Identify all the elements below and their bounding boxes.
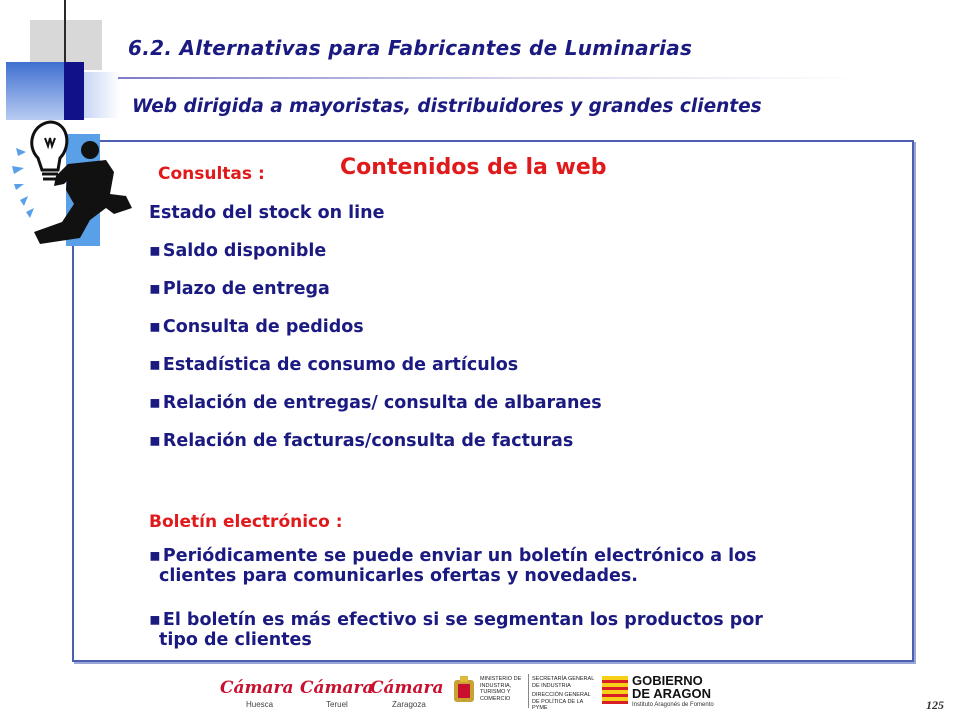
boletin-label: Boletín electrónico : [149,512,343,532]
boletin-item [149,610,763,650]
consultas-item: ▪ Saldo disponible [149,241,326,261]
light-rays [12,148,34,218]
camara-teruel-logo: Cámara [300,678,374,698]
gobierno-line1: GOBIERNO [632,673,703,688]
boletin-item-line2: clientes para comunicarles ofertas y novedades. [159,566,638,586]
camara-huesca-sub: Huesca [246,700,274,709]
aragon-flag-icon [602,676,628,704]
box-heading: Contenidos de la web [340,155,607,180]
title-underline [118,77,858,79]
consultas-label: Consultas : [158,164,265,184]
boletin-item-line2: tipo de clientes [159,630,312,650]
boletin-item [149,546,757,586]
consultas-item: ▪ Relación de entregas/ consulta de albaranes [149,393,602,413]
camara-zaragoza-sub: Zaragoza [392,700,426,709]
boletin-item-line1: ▪ El boletín es más efectivo si se segmentan los productos por [149,610,763,630]
gobierno-sub: Instituto Aragonés de Fomento [632,702,714,708]
gobierno-line2: DE ARAGON [632,686,711,701]
decor-vertical-line [64,0,66,64]
ministry-direccion: DIRECCIÓN GENERAL DE POLÍTICA DE LA PYME [532,692,591,711]
coat-of-arms-icon [452,676,476,704]
page-title: 6.2. Alternativas para Fabricantes de Luminarias [128,36,693,60]
camara-teruel-sub: Teruel [326,700,348,709]
consultas-item: ▪ Estadística de consumo de artículos [149,355,518,375]
consultas-item: ▪ Consulta de pedidos [149,317,364,337]
businessman-icon [10,112,142,252]
ministry-name: MINISTERIO DE INDUSTRIA, TURISMO Y COMERCIO [480,676,522,702]
camara-zaragoza-logo: Cámara [370,678,444,698]
page-number: 125 [926,698,944,712]
ministry-divider [528,674,529,708]
page-subtitle: Web dirigida a mayoristas, distribuidores y grandes clientes [132,96,762,117]
ministry-secretaria: SECRETARÍA GENERAL DE INDUSTRIA [532,676,595,689]
camara-huesca-logo: Cámara [220,678,294,698]
consultas-item: ▪ Relación de facturas/consulta de facturas [149,431,573,451]
consultas-item: ▪ Plazo de entrega [149,279,330,299]
boletin-item-line1: ▪ Periódicamente se puede enviar un boletín electrónico a los [149,546,757,566]
footer-logos [220,672,720,716]
consultas-intro: Estado del stock on line [149,203,385,223]
